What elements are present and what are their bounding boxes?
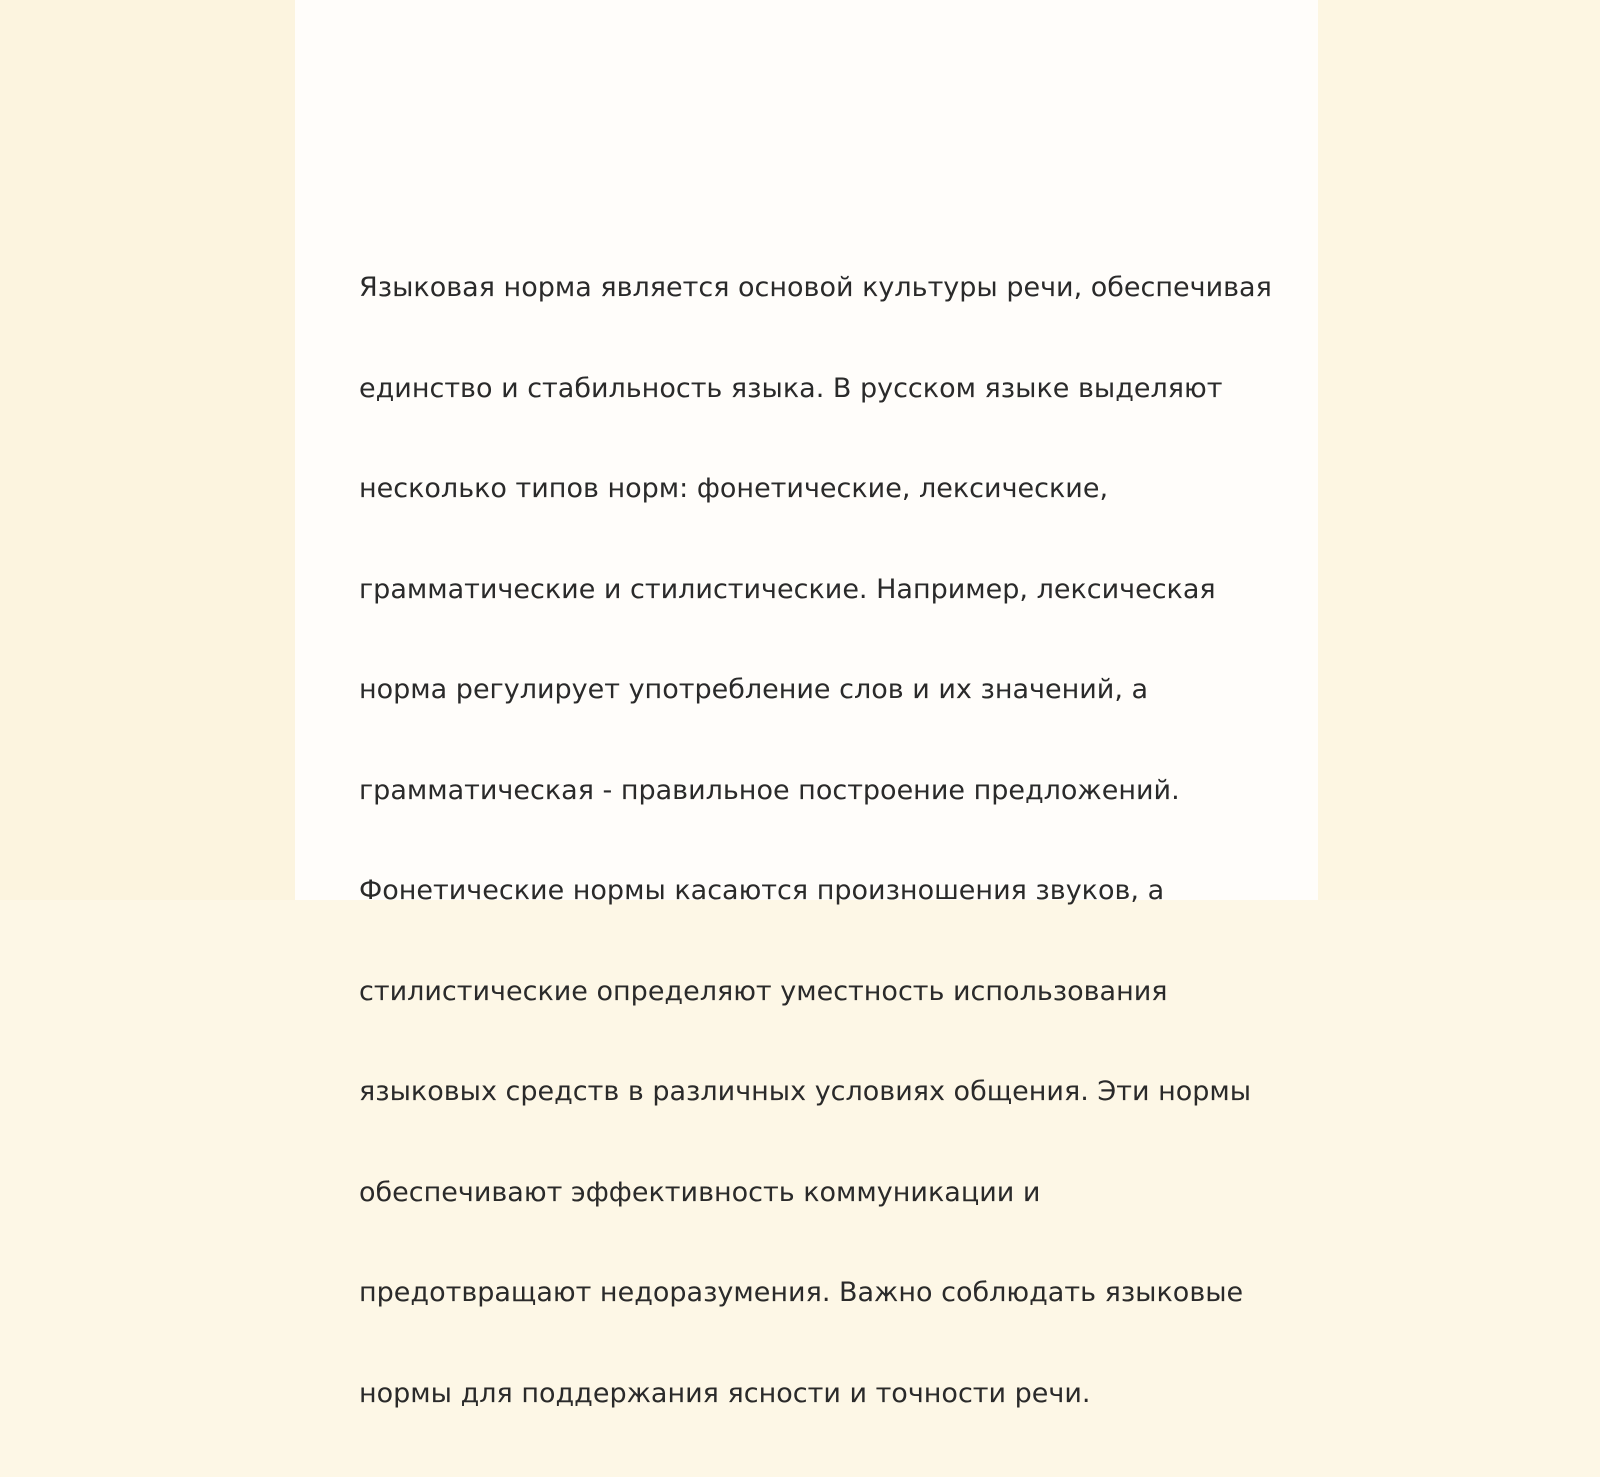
left-margin: [0, 0, 295, 900]
text-line: языковых средств в различных условиях общения. Эти нормы: [359, 1076, 1252, 1107]
text-line: несколько типов норм: фонетические, лексические,: [359, 473, 1109, 504]
slide-body-text: [359, 204, 1272, 1477]
text-line: единство и стабильность языка. В русском языке выделяют: [359, 372, 1223, 404]
text-line: Фонетические нормы касаются произношения звуков, а: [359, 875, 1165, 906]
text-line: обеспечивают эффективность коммуникации и: [359, 1176, 1041, 1208]
text-line: грамматическая - правильное построение предложений.: [359, 774, 1180, 806]
text-line: Языковая норма является основой культуры речи, обеспечивая: [359, 272, 1272, 303]
text-line: предотвращают недоразумения. Важно соблюдать языковые: [359, 1277, 1244, 1308]
text-line: стилистические определяют уместность использования: [359, 975, 1168, 1007]
slide-page: [295, 0, 1318, 1409]
text-line: грамматические и стилистические. Например, лексическая: [359, 573, 1216, 605]
right-margin: [1318, 0, 1600, 900]
text-line: нормы для поддержания ясности и точности речи.: [359, 1377, 1091, 1409]
text-line: норма регулирует употребление слов и их значений, а: [359, 674, 1149, 705]
